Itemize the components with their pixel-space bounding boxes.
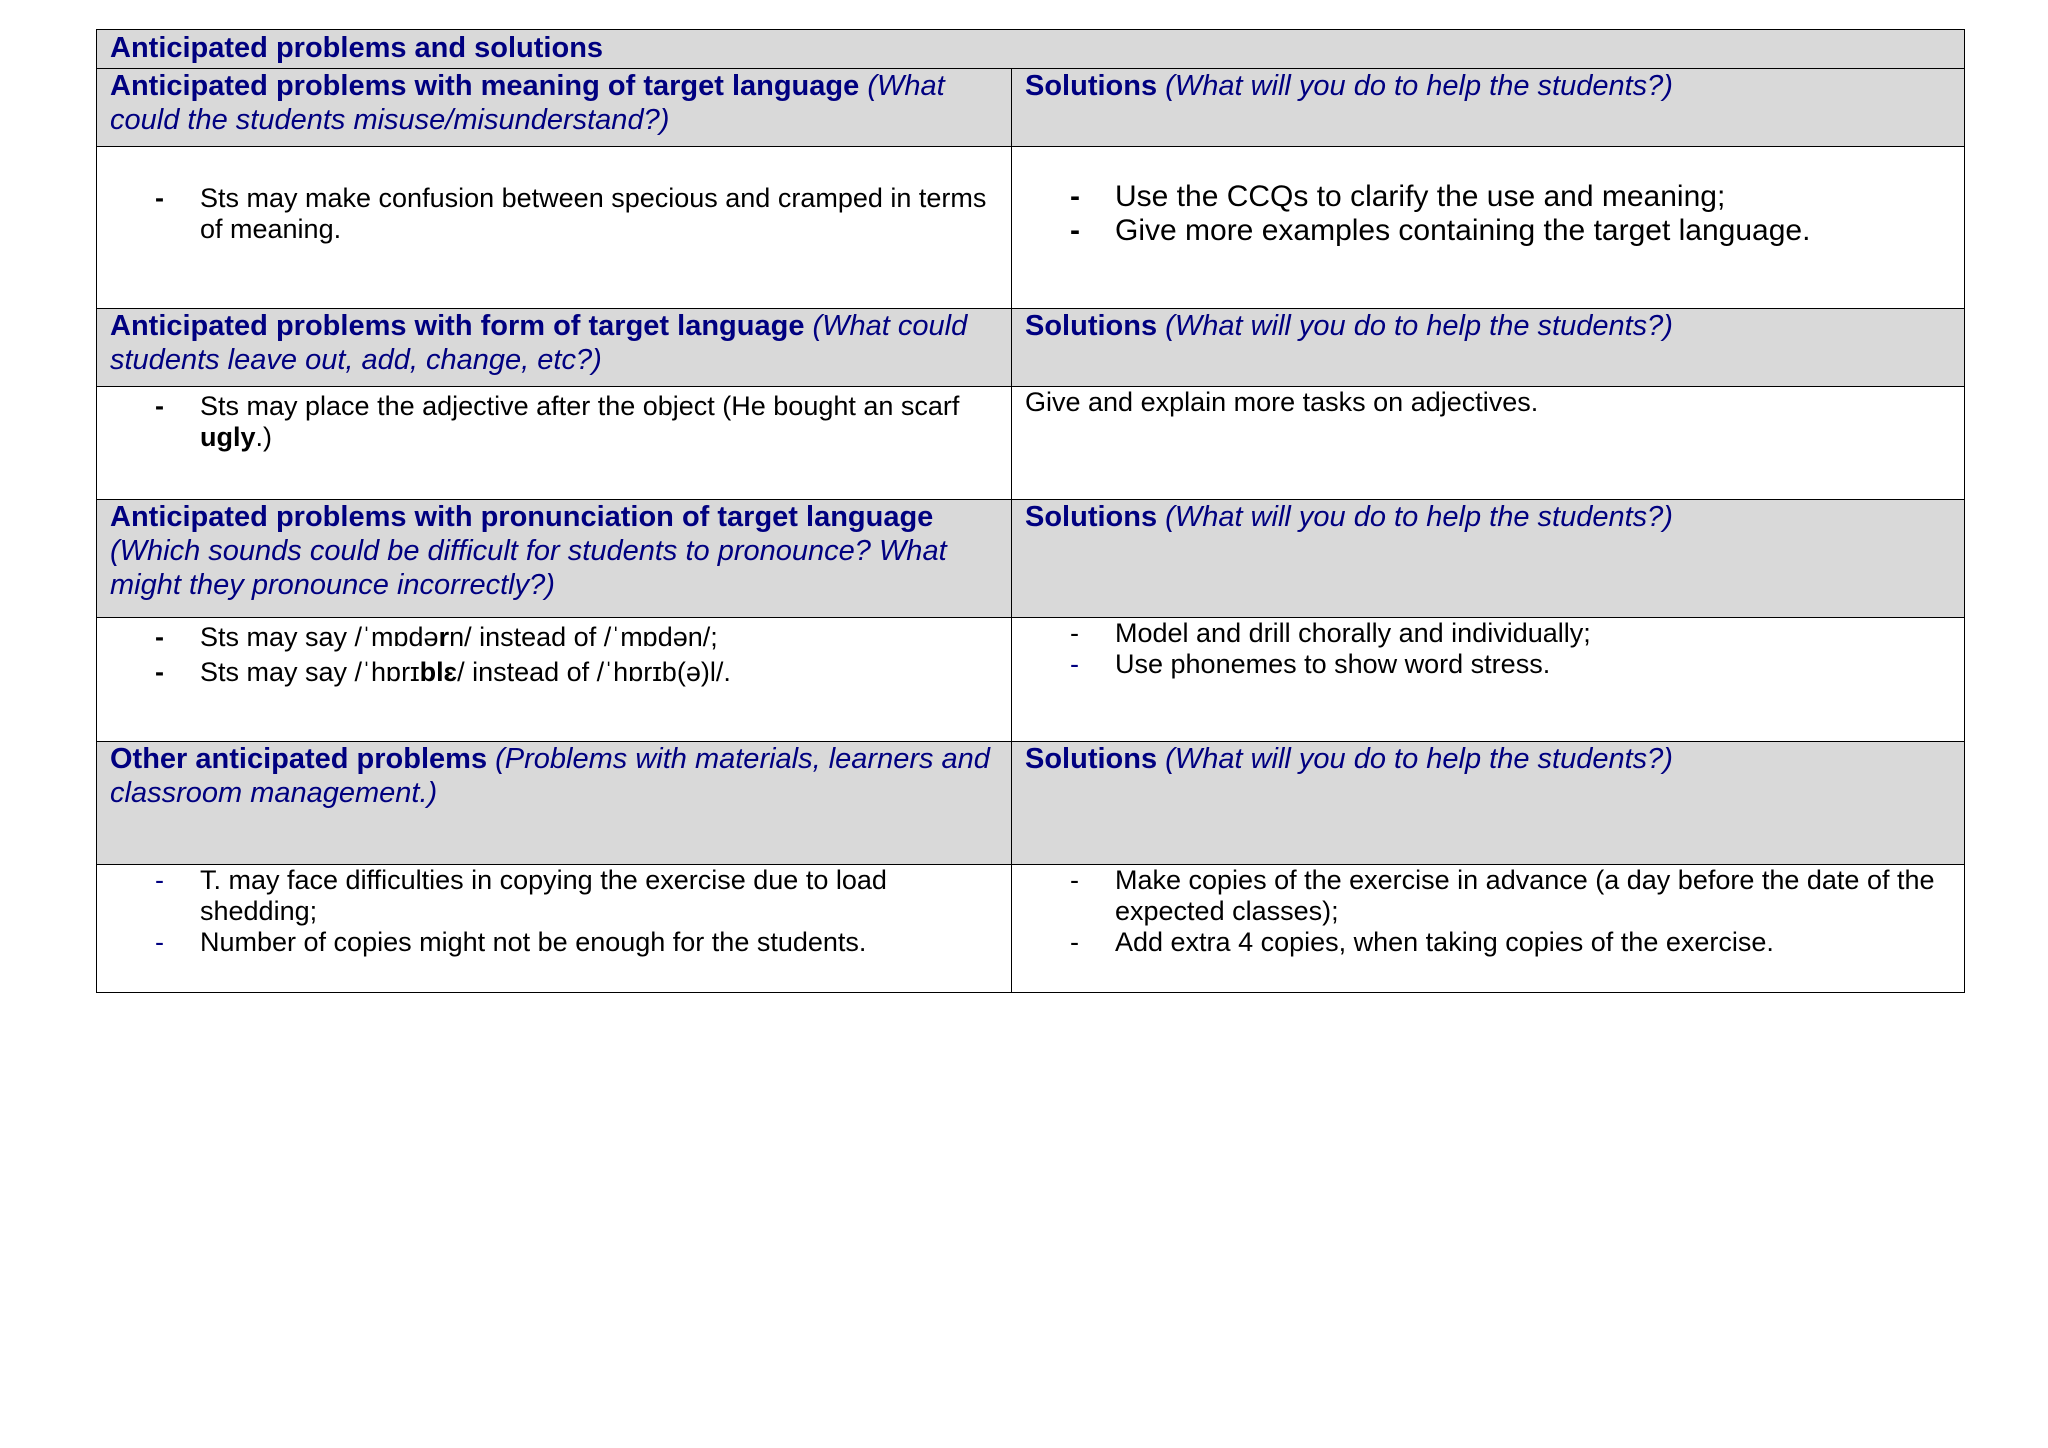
- pronunciation-solutions-list: [1025, 618, 1951, 680]
- list-item: [155, 391, 998, 453]
- dash-bullet: -: [1070, 180, 1080, 213]
- dash-bullet: -: [1070, 214, 1080, 247]
- form-problem-text: Sts may place the adjective after the object (He bought an scarf: [200, 391, 960, 421]
- meaning-solution-header-hint: (What will you do to help the students?): [1165, 70, 1673, 102]
- pronunciation-problem-bold-part: r: [438, 622, 450, 652]
- form-solution-header-hint: (What will you do to help the students?): [1165, 310, 1673, 342]
- pronunciation-problem-part: Sts may say /ˈhɒrɪ: [200, 657, 420, 687]
- form-solution-header: [1012, 309, 1965, 387]
- list-item: [155, 622, 998, 653]
- anticipated-problems-table: [96, 29, 1965, 993]
- pronunciation-solution-header-hint: (What will you do to help the students?): [1165, 501, 1673, 533]
- meaning-solution-header-title: Solutions: [1025, 70, 1158, 102]
- form-problems-cell: [97, 387, 1012, 500]
- list-item: [155, 183, 998, 245]
- meaning-solution-header: [1012, 69, 1965, 147]
- other-header-row: [97, 742, 1965, 865]
- pronunciation-solution-text: Use phonemes to show word stress.: [1115, 649, 1551, 679]
- dash-bullet: -: [1070, 649, 1079, 679]
- list-item: [1070, 649, 1951, 680]
- meaning-body-row: [97, 147, 1965, 309]
- list-item: [155, 927, 998, 958]
- pronunciation-problem-part: Sts may say /ˈmɒdə: [200, 622, 439, 652]
- form-problem-bold-word: ugly: [200, 422, 256, 452]
- other-problem-header: [97, 742, 1012, 865]
- meaning-problem-header: [97, 69, 1012, 147]
- other-solutions-list: [1025, 865, 1951, 958]
- list-item: [155, 865, 998, 927]
- other-solution-header-hint: (What will you do to help the students?): [1165, 743, 1673, 775]
- other-problems-list: [110, 865, 998, 958]
- other-problem-text: Number of copies might not be enough for the students.: [200, 927, 867, 957]
- pronunciation-problem-part: / instead of /ˈhɒrɪb(ə)l/.: [457, 657, 731, 687]
- other-solution-text: Add extra 4 copies, when taking copies of the exercise.: [1115, 927, 1774, 957]
- pronunciation-body-row: [97, 618, 1965, 742]
- table-title: Anticipated problems and solutions: [97, 30, 1965, 69]
- dash-bullet: -: [1070, 927, 1079, 957]
- form-solution-text: Give and explain more tasks on adjectives.: [1025, 387, 1539, 417]
- dash-bullet: -: [155, 391, 164, 421]
- list-item: [1070, 618, 1951, 649]
- form-problem-header: [97, 309, 1012, 387]
- meaning-solution-text: Use the CCQs to clarify the use and meaning;: [1115, 180, 1726, 213]
- dash-bullet: -: [155, 183, 164, 213]
- meaning-problems-list: [110, 183, 998, 245]
- dash-bullet: -: [155, 927, 164, 957]
- list-item: [1070, 214, 1951, 248]
- pronunciation-solution-header: [1012, 500, 1965, 618]
- form-solutions-cell: [1012, 387, 1965, 500]
- pronunciation-solutions-cell: [1012, 618, 1965, 742]
- other-problem-header-hint: (Problems with materials, learners and classroom management.): [110, 743, 990, 809]
- meaning-problem-header-title: Anticipated problems with meaning of target language: [110, 70, 860, 102]
- list-item: [155, 657, 998, 688]
- meaning-solution-text: Give more examples containing the target language.: [1115, 214, 1811, 247]
- form-solution-header-title: Solutions: [1025, 310, 1158, 342]
- meaning-header-row: [97, 69, 1965, 147]
- pronunciation-problem-bold-part: blɛ: [419, 657, 458, 687]
- other-solution-text: Make copies of the exercise in advance (a day before the date of the expected classes);: [1115, 865, 1935, 926]
- pronunciation-problem-part: n/ instead of /ˈmɒdən/;: [449, 622, 718, 652]
- meaning-problems-cell: [97, 147, 1012, 309]
- pronunciation-problems-cell: [97, 618, 1012, 742]
- pronunciation-problem-header-title: Anticipated problems with pronunciation of target language: [110, 501, 934, 533]
- pronunciation-solution-text: Model and drill chorally and individually;: [1115, 618, 1591, 648]
- form-problems-list: [110, 391, 998, 453]
- table-title-row: [97, 30, 1965, 69]
- dash-bullet: -: [155, 622, 164, 652]
- other-solution-header-title: Solutions: [1025, 743, 1158, 775]
- list-item: [1070, 865, 1951, 927]
- meaning-solutions-list: [1025, 180, 1951, 248]
- form-problem-header-title: Anticipated problems with form of target language: [110, 310, 805, 342]
- meaning-problem-text: Sts may make confusion between specious and cramped in terms of meaning.: [200, 183, 987, 244]
- dash-bullet: -: [155, 865, 164, 895]
- list-item: [1070, 180, 1951, 214]
- pronunciation-problem-header-hint: (Which sounds could be difficult for students to pronounce? What might they pronounce incorrectly?): [110, 535, 947, 601]
- pronunciation-problem-header: [97, 500, 1012, 618]
- other-problems-cell: [97, 865, 1012, 993]
- other-problem-text: T. may face difficulties in copying the exercise due to load shedding;: [200, 865, 887, 926]
- form-header-row: [97, 309, 1965, 387]
- list-item: [1070, 927, 1951, 958]
- pronunciation-problems-list: [110, 622, 998, 688]
- pronunciation-solution-header-title: Solutions: [1025, 501, 1158, 533]
- form-problem-header-hint: (What could students leave out, add, change, etc?): [110, 310, 968, 376]
- form-problem-end: .): [255, 422, 273, 452]
- dash-bullet: -: [155, 657, 164, 687]
- pronunciation-header-row: [97, 500, 1965, 618]
- other-solution-header: [1012, 742, 1965, 865]
- other-body-row: [97, 865, 1965, 993]
- other-solutions-cell: [1012, 865, 1965, 993]
- meaning-problem-header-hint: (What could the students misuse/misunderstand?): [110, 70, 945, 136]
- dash-bullet: -: [1070, 865, 1079, 895]
- form-body-row: [97, 387, 1965, 500]
- other-problem-header-title: Other anticipated problems: [110, 743, 488, 775]
- dash-bullet: -: [1070, 618, 1079, 648]
- meaning-solutions-cell: [1012, 147, 1965, 309]
